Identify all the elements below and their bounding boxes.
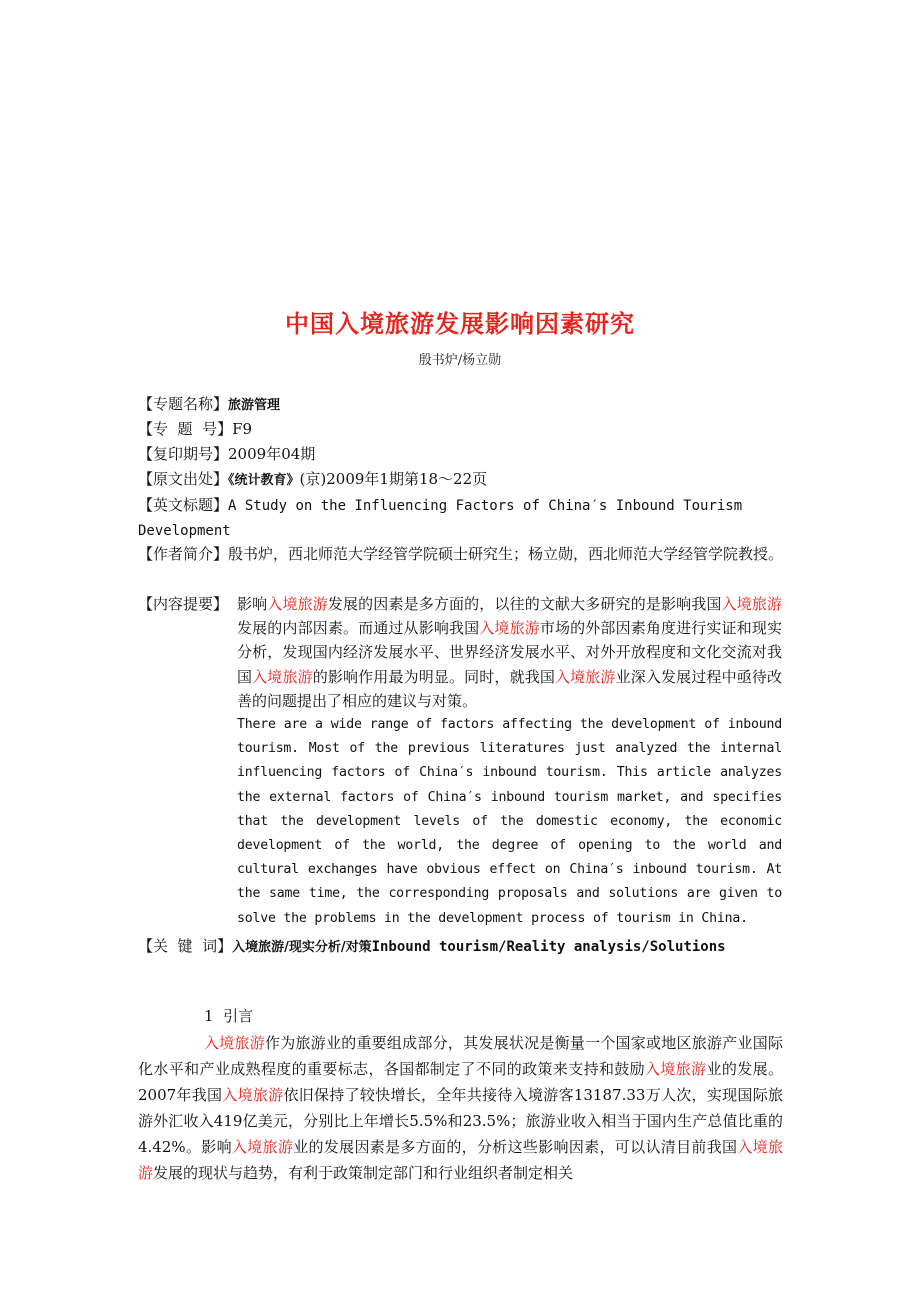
- meta-value: A Study on the Influencing Factors of China′s Inbound Tourism Development: [138, 498, 743, 539]
- keyword-highlight: 入境旅游: [252, 667, 313, 686]
- meta-label: 【复印期号】: [138, 445, 229, 463]
- paragraph-text: 依旧保持了较快增长，全年共接待入境游客13187.33万人次，实现国际旅游外汇收入419亿美元，分别比上年增长5.5%和23.5%；旅游业收入相当于国内生产总值比重的4.42%。影响: [138, 1086, 783, 1156]
- meta-value: F9: [232, 420, 253, 438]
- meta-value: 旅游管理: [228, 398, 281, 413]
- abstract-chinese: [237, 592, 782, 713]
- meta-value: 2009年04期: [228, 445, 316, 463]
- keyword-highlight: 入境旅游: [222, 1086, 284, 1104]
- section-heading: 1 引言: [204, 1007, 254, 1025]
- abstract-text: 影响: [237, 595, 268, 613]
- abstract-text: 市场的外部因素角度进行实证和现实分析，发现国内经济发展水平、世界经济发展水平、对外开放程度和文化交流对我国: [237, 619, 782, 686]
- intro-paragraph: [138, 1030, 783, 1186]
- meta-source-journal: 《统计教育》: [228, 473, 300, 488]
- meta-topic-name: [138, 392, 788, 418]
- abstract-text: 发展的内部因素。而通过从影响我国: [237, 619, 480, 638]
- keywords-chinese: 入境旅游/现实分析/对策: [232, 940, 372, 955]
- abstract-english: There are a wide range of factors affecting the development of inbound tourism. Most of the previous literatures just analyzed the internal influencing factors of China′s inbound tourism. This article analyzes the external factors of China′s inbound tourism market, and specifies that the development levels of the domestic economy, the economic development of the world, the degree of opening to the world and cultural exchanges have obvious effect on China′s inbound tourism. At the same time, the corresponding proposals and solutions are given to solve the problems in the development process of tourism in China.: [237, 717, 782, 926]
- meta-label: 【关 键 词】: [138, 937, 233, 955]
- meta-label: 【作者简介】: [138, 545, 229, 563]
- meta-issue: [138, 442, 788, 466]
- meta-label: 【英文标题】: [138, 496, 229, 514]
- keyword-highlight: 入境旅游: [645, 1060, 707, 1078]
- meta-label: 【专题名称】: [138, 395, 229, 413]
- paragraph-text: 作为旅游业的重要组成部分，其发展状况是衡量一个国家或地区旅游产业国际化水平和产业成熟程度的重要标志，各国都制定了不同的政策来支持和鼓励: [138, 1034, 783, 1078]
- article-authors: 殷书炉/杨立勋: [418, 353, 502, 368]
- article-title: 中国入境旅游发展影响因素研究: [285, 310, 635, 338]
- meta-value: (京)2009年1期第18～22页: [299, 470, 488, 488]
- keyword-highlight: 入境旅游: [204, 1034, 265, 1052]
- keyword-highlight: 入境旅游: [479, 619, 540, 638]
- meta-author-intro: [138, 542, 788, 566]
- meta-keywords: [138, 934, 788, 960]
- keyword-highlight: 入境旅游: [267, 595, 328, 613]
- keywords-english: Inbound tourism/Reality analysis/Solutions: [371, 939, 726, 955]
- abstract-text: 业深入发展过程中亟待改善的问题提出了相应的建议与对策。: [237, 667, 782, 710]
- abstract-text: 发展的因素是多方面的，以往的文献大多研究的是影响我国: [327, 595, 722, 613]
- meta-source: [138, 467, 788, 493]
- abstract-text: 的影响作用最为明显。同时，就我国: [312, 667, 555, 686]
- paragraph-text: 发展的现状与趋势，有利于政策制定部门和行业组织者制定相关: [153, 1164, 574, 1182]
- meta-topic-number: [138, 417, 788, 441]
- meta-label: 【专 题 号】: [138, 420, 233, 438]
- paragraph-text: 业的发展。2007年我国: [138, 1060, 783, 1104]
- paragraph-text: 业的发展因素是多方面的，分析这些影响因素，可以认清目前我国: [293, 1138, 738, 1156]
- keyword-highlight: 入境旅游: [231, 1138, 294, 1156]
- meta-value: 殷书炉，西北师范大学经管学院硕士研究生；杨立勋，西北师范大学经管学院教授。: [228, 545, 784, 563]
- keyword-highlight: 入境旅游: [721, 595, 782, 613]
- keyword-highlight: 入境旅游: [555, 667, 616, 686]
- meta-label: 【原文出处】: [138, 470, 229, 488]
- meta-label: 【内容提要】: [138, 595, 229, 613]
- keyword-highlight: 入境旅游: [138, 1138, 783, 1182]
- meta-english-title: [138, 493, 788, 543]
